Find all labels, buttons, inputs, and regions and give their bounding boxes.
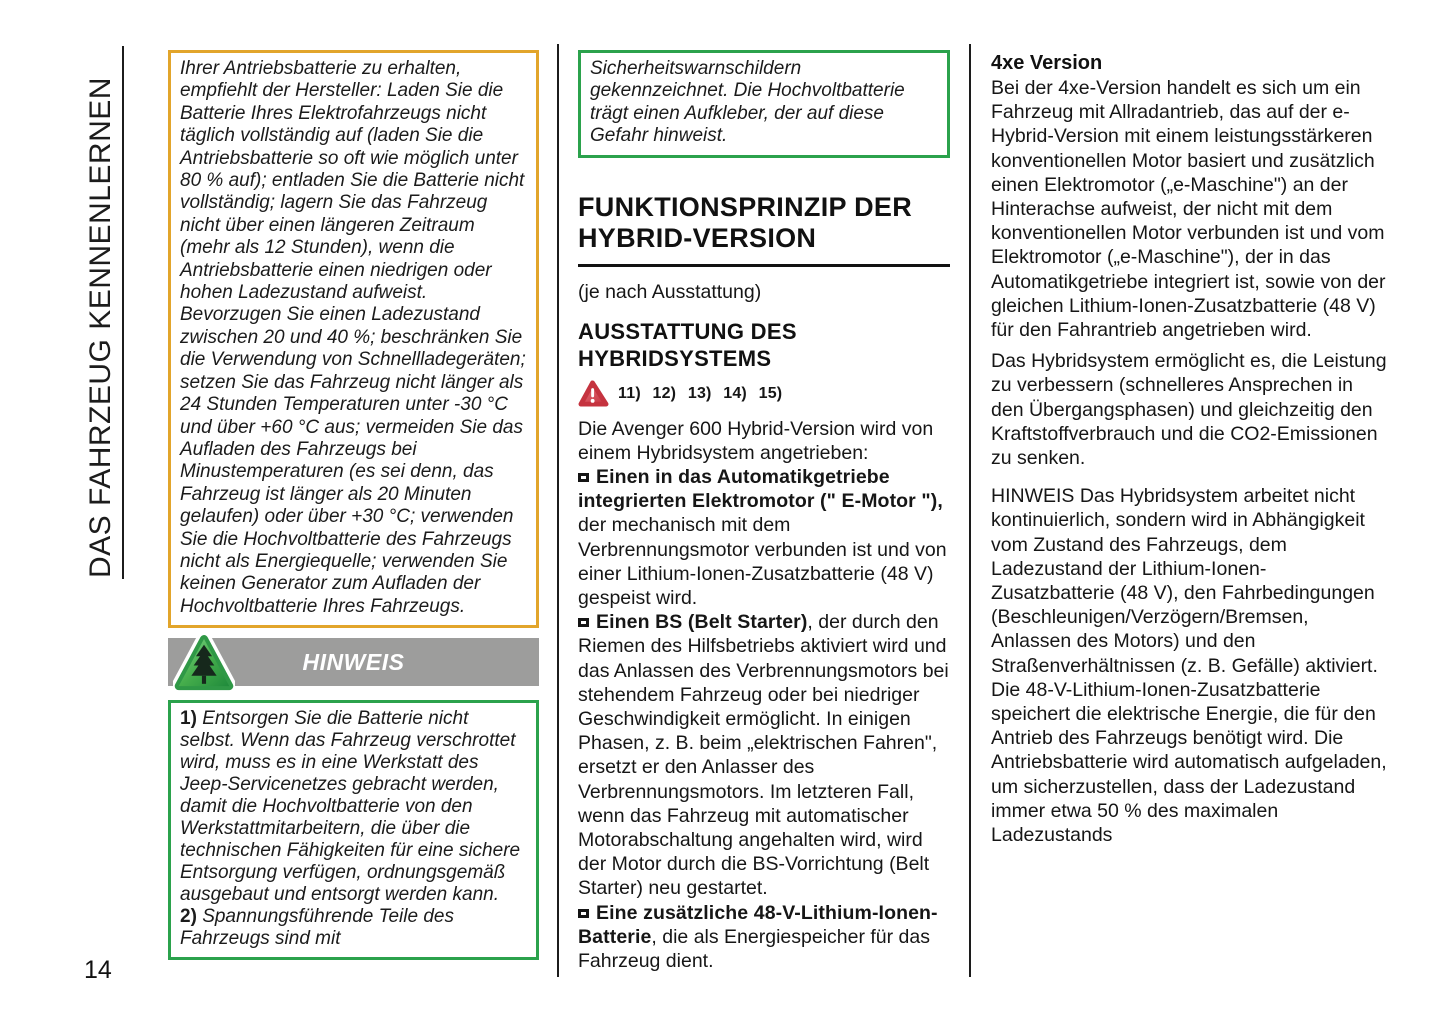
column-divider-2 [969, 44, 971, 977]
chapter-title-vertical: DAS FAHRZEUG KENNENLERNEN [84, 77, 117, 578]
bullet-item-48v-battery [578, 901, 950, 974]
footnote-2 [180, 906, 527, 950]
bullet-square-icon [578, 618, 589, 627]
sidebar-divider [122, 46, 124, 579]
battery-care-note-text: Ihrer Antriebsbatterie zu erhalten, empfiehlt der Hersteller: Laden Sie die Batterie Ihres Elektrofahrzeugs nicht täglich vollständig auf (laden Sie die Antriebsbatterie so oft wie möglich unter 80 % auf); entladen Sie die Batterie nicht vollständig; lagern Sie das Fahrzeug nicht über einen längeren Zeitraum (mehr als 12 Stunden), wenn die Antriebsbatterie einen niedrigen oder hohen Ladezustand aufweist. Bevorzugen Sie einen Ladezustand zwischen 20 und 40 %; beschränken Sie die Verwendung von Schnellladegeräten; setzen Sie das Fahrzeug nicht länger als 24 Stunden Temperaturen unter -30 °C und über +60 °C aus; vermeiden Sie das Aufladen des Fahrzeugs bei Minustemperaturen (es sei denn, das Fahrzeug ist länger als 20 Minuten gelaufen) oder über +30 °C; verwenden Sie die Hochvoltbatterie des Fahrzeugs nicht als Energiequelle; verwenden Sie keinen Generator zum Aufladen der Hochvoltbatterie Ihres Fahrzeugs. [180, 58, 526, 617]
hybrid-intro-paragraph: Die Avenger 600 Hybrid-Version wird von einem Hybridsystem angetrieben: [578, 417, 934, 464]
page-number: 14 [84, 956, 112, 984]
footnote-1-number: 1) [180, 708, 197, 730]
4xe-paragraph-3: HINWEIS Das Hybridsystem arbeitet nicht kontinuierlich, sondern wird in Abhängigkeit vom Zustand des Fahrzeugs, dem Ladezustand der Lithium-Ionen-Zusatzbatterie (48 V), den Fahrbedingungen (Beschleunigen/Verzögern/Bremsen, Anlassen des Motors) und den Straßenverhältnissen (z. B. Gefälle) aktiviert. Die 48-V-Lithium-Ionen-Zusatzbatterie speichert die elektrische Energie, die für den Antrieb des Fahrzeugs benötigt wird. Die Antriebsbatterie wird automatisch aufgeladen, um sicherzustellen, dass der Ladezustand immer etwa 50 % des maximalen Ladezustands [991, 485, 1387, 847]
left-column [168, 50, 539, 960]
bullet-48v-battery-text: , die als Energiespeicher für das Fahrzeug dient. [578, 925, 930, 973]
footnote-2-text: Spannungsführende Teile des Fahrzeugs sind mit [180, 906, 454, 950]
4xe-version-heading: 4xe Version [991, 52, 1103, 74]
4xe-paragraph-2: Das Hybridsystem ermöglicht es, die Leistung zu verbessern (schnelleres Ansprechen in den Übergangsphasen) und gleichzeitig den Kraftstoffverbrauch und die CO2-Emissionen zu senken. [991, 350, 1387, 470]
footnote-2-number: 2) [180, 906, 197, 928]
footnotes-box [168, 700, 539, 960]
column-divider-1 [557, 44, 559, 977]
warning-reference-row [578, 379, 950, 409]
bullet-square-icon [578, 473, 589, 482]
safety-label-note-text: Sicherheitswarnschildern gekennzeichnet. Die Hochvoltbatterie trägt einen Aufkleber, der auf diese Gefahr hinweist. [590, 58, 905, 147]
bullet-item-belt-starter [578, 610, 950, 900]
subsection-heading: AUSSTATTUNG DES HYBRIDSYSTEMS [578, 318, 797, 371]
footnote-1 [180, 708, 527, 906]
footnote-references: 11) 12) 13) 14) 15) [618, 384, 783, 402]
warning-triangle-icon [578, 379, 609, 408]
bullet-emotor-text: der mechanisch mit dem Verbrennungsmotor verbunden ist und von einer Lithium-Ionen-Zusatzbatterie (48 V) gespeist wird. [578, 514, 947, 610]
safety-label-note-box [578, 50, 950, 158]
4xe-paragraph-1: Bei der 4xe-Version handelt es sich um ein Fahrzeug mit Allradantrieb, das auf der e-Hybrid-Version mit einem leistungsstärkeren konventionellen Motor basiert und zusätzlich einen Elektromotor („e-Maschine") an der Hinterachse aufweist, der nicht mit dem konventionellen Motor verbunden ist und vom Elektromotor („e-Maschine"), der in das Automatikgetriebe integriert ist, sowie von der gleichen Lithium-Ionen-Zusatzbatterie (48 V) für den Fahrantrieb angetrieben wird. [991, 77, 1386, 342]
bullet-48v-battery-bold: Eine zusätzliche 48-V-Lithium-Ionen-Batterie [578, 901, 938, 948]
middle-column [578, 50, 950, 973]
section-heading: FUNKTIONSPRINZIP DER HYBRID-VERSION [578, 192, 950, 267]
bullet-square-icon [578, 909, 589, 918]
equipment-variant-note: (je nach Ausstattung) [578, 280, 762, 303]
bullet-emotor-bold: Einen in das Automatikgetriebe integrierten Elektromotor (" E-Motor "), [578, 466, 943, 513]
right-column [991, 50, 1389, 847]
battery-care-note-box [168, 50, 539, 628]
bullet-item-emotor [578, 465, 950, 610]
eco-note-icon [173, 631, 235, 693]
hinweis-banner [168, 638, 539, 686]
bullet-belt-starter-bold: Einen BS (Belt Starter) [596, 611, 808, 634]
footnote-1-text: Entsorgen Sie die Batterie nicht selbst. Wenn das Fahrzeug verschrottet wird, muss es in eine Werkstatt des Jeep-Servicenetzes gebracht werden, damit die Hochvoltbatterie von den Werkstattmitarbeitern, die über die technischen Fähigkeiten für eine sichere Entsorgung verfügen, ordnungsgemäß ausgebaut und entsorgt werden kann. [180, 708, 521, 906]
bullet-belt-starter-text: , der durch den Riemen des Hilfsbetriebs aktiviert wird und das Anlassen des Verbrennungsmotors bei stehendem Fahrzeug oder bei niedriger Geschwindigkeit ermöglicht. In einigen Phasen, z. B. beim „elektrischen Fahren", ersetzt er den Anlasser des Verbrennungsmotors. Im letzteren Fall, wenn das Fahrzeug mit automatischer Motorabschaltung angehalten wird, wird der Motor durch die BS-Vorrichtung (Belt Starter) neu gestartet. [578, 611, 949, 900]
hinweis-banner-label: HINWEIS [302, 648, 405, 675]
